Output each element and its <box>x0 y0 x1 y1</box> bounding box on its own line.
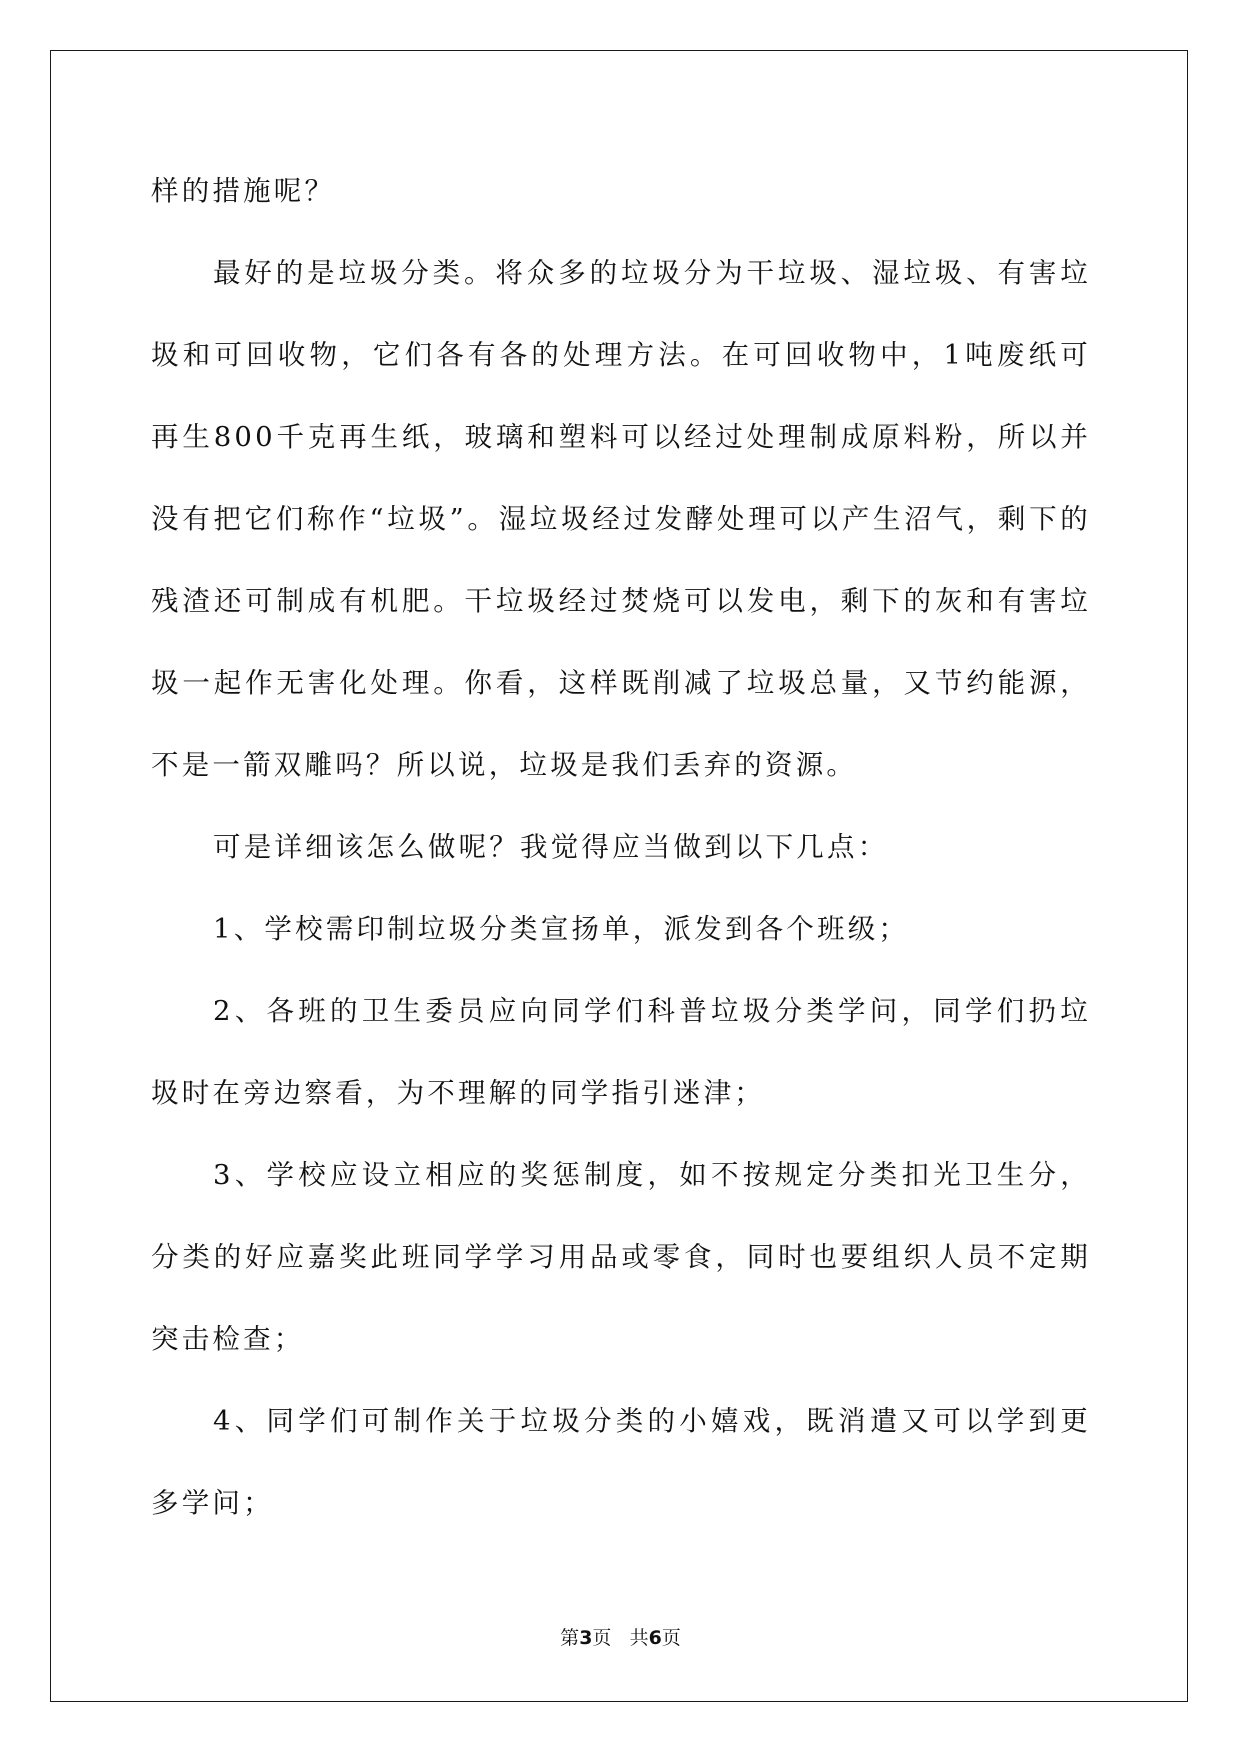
list-item-3: 3、学校应设立相应的奖惩制度，如不按规定分类扣光卫生分，分类的好应嘉奖此班同学学习用品或零食，同时也要组织人员不定期突击检查； <box>151 1159 1091 1355</box>
paragraph-3: 可是详细该怎么做呢？我觉得应当做到以下几点： <box>213 831 889 863</box>
list-item-1: 1、学校需印制垃圾分类宣扬单，派发到各个班级； <box>213 913 910 945</box>
page-prefix: 第 <box>560 1627 580 1649</box>
paragraph-2: 最好的是垃圾分类。将众多的垃圾分为干垃圾、湿垃圾、有害垃圾和可回收物，它们各有各的处理方法。在可回收物中，1吨废纸可再生800千克再生纸，玻璃和塑料可以经过处理制成原料粉，所以并没有把它们称作“垃圾”。湿垃圾经过发酵处理可以产生沼气，剩下的残渣还可制成有机肥。干垃圾经过焚烧可以发电，剩下的灰和有害垃圾一起作无害化处理。你看，这样既削减了垃圾总量，又节约能源，不是一箭双雕吗？所以说，垃圾是我们丢弃的资源。 <box>151 257 1091 781</box>
total-suffix: 页 <box>661 1627 681 1649</box>
paragraph-1: 样的措施呢？ <box>151 175 336 207</box>
total-prefix: 共 <box>629 1627 649 1649</box>
page-current: 3 <box>579 1627 593 1649</box>
page-suffix: 页 <box>592 1627 612 1649</box>
list-item-2: 2、各班的卫生委员应向同学们科普垃圾分类学问，同学们扔垃圾时在旁边察看，为不理解的同学指引迷津； <box>151 995 1091 1109</box>
document-body <box>151 150 1091 1544</box>
list-item-4: 4、同学们可制作关于垃圾分类的小嬉戏，既消遣又可以学到更多学问； <box>151 1405 1091 1519</box>
page-footer <box>0 1623 1241 1650</box>
page-total: 6 <box>648 1627 662 1649</box>
